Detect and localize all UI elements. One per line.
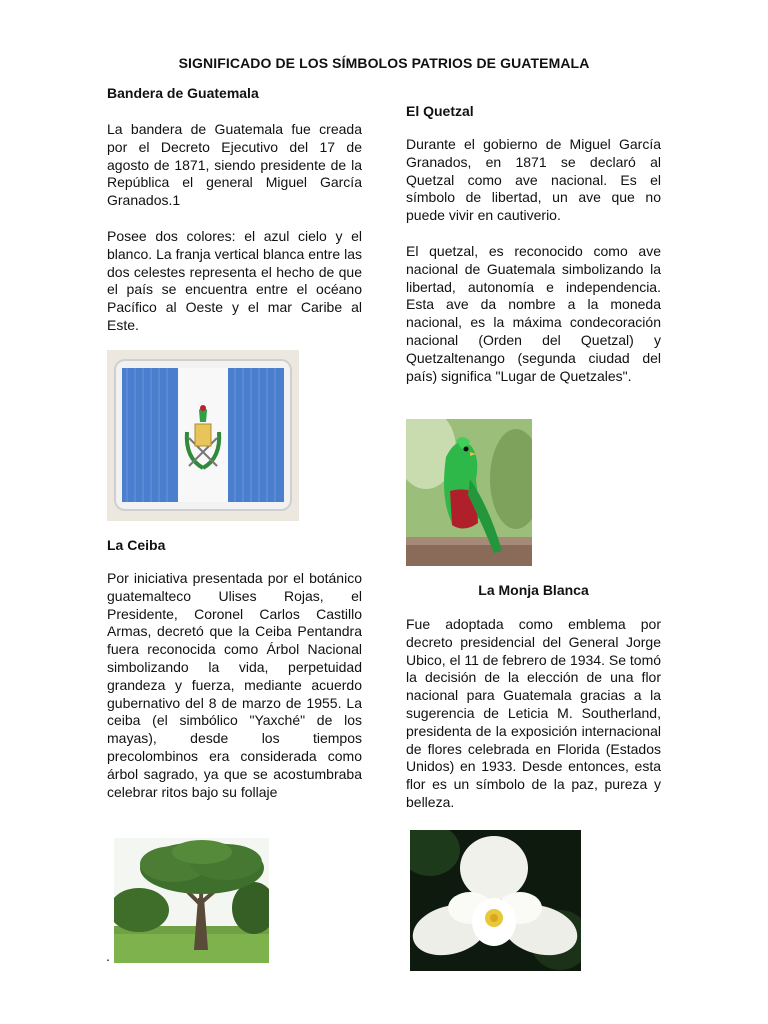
bandera-paragraph-1: La bandera de Guatemala fue creada por el Decreto Ejecutivo del 17 de agosto de 1871, siendo presidente de la República el general Miguel García Granados.1 [107,121,362,209]
monja-heading: La Monja Blanca [478,582,589,598]
ceiba-tree-icon [114,838,269,963]
trailing-period: . [106,948,110,964]
quetzal-paragraph-2: El quetzal, es reconocido como ave nacional de Guatemala simbolizando la libertad, autonomía e independencia. Esta ave da nombre a la moneda nacional, es la máxima condecoración nacional (Orden del Quetzal) y Quetzaltenango (segunda ciudad del país) significa "Lugar de Quetzales". [406,243,661,384]
quetzal-image [406,419,532,566]
ceiba-heading: La Ceiba [107,537,166,553]
guatemala-flag-icon [107,350,299,521]
monja-blanca-orchid-icon [410,830,581,971]
orchid-image [410,830,581,971]
quetzal-paragraph-1: Durante el gobierno de Miguel García Granados, en 1871 se declaró al Quetzal como ave nacional. Es el símbolo de libertad, un ave que no puede vivir en cautiverio. [406,136,661,224]
quetzal-heading: El Quetzal [406,103,474,119]
page-title: SIGNIFICADO DE LOS SÍMBOLOS PATRIOS DE GUATEMALA [178,55,590,71]
flag-image [107,350,299,521]
monja-paragraph: Fue adoptada como emblema por decreto presidencial del General Jorge Ubico, el 11 de febrero de 1934. Se tomó la decisión de la elección de una flor nacional para Guatemala gracias a la sugerencia de Leticia M. Southerland, presidenta de la exposición internacional de flores celebrada en Florida (Estados Unidos) en 1933. Desde entonces, esta flor es un símbolo de la paz, pureza y belleza. [406,616,662,810]
ceiba-image [114,838,269,963]
ceiba-paragraph: Por iniciativa presentada por el botánico guatemalteco Ulises Rojas, el Presidente, Coronel Carlos Castillo Armas, decretó que la Ceiba Pentandra fuera reconocida como Árbol Nacional simbolizando la vida, perpetuidad grandeza y fuerza, mediante acuerdo gubernativo del 8 de marzo de 1955. La ceiba (el simbólico "Yaxché" de los mayas), desde los tiempos precolombinos era considerada como árbol sagrado, ya que se acostumbraba celebrar ritos bajo su follaje [107,570,362,800]
bandera-heading: Bandera de Guatemala [107,85,259,101]
quetzal-bird-icon [406,419,532,566]
bandera-paragraph-2: Posee dos colores: el azul cielo y el blanco. La franja vertical blanca entre las dos celestes representa el hecho de que el país se encuentra entre el océano Pacífico al Oeste y el mar Caribe al Este. [107,228,362,333]
